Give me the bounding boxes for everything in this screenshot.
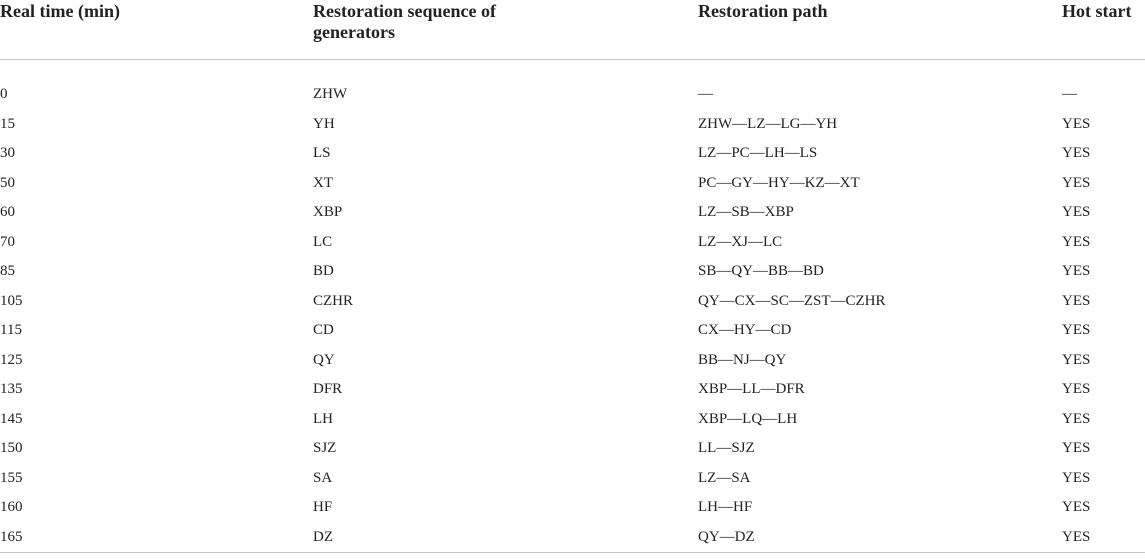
cell-real-time: 135: [0, 381, 23, 398]
cell-real-time: 15: [0, 115, 15, 132]
cell-hot-start: YES: [1062, 469, 1091, 486]
cell-hot-start: YES: [1062, 233, 1091, 250]
cell-restoration-path: CX—HY—CD: [698, 322, 792, 339]
cell-hot-start: YES: [1062, 523, 1145, 553]
cell-hot-start: YES: [1062, 381, 1091, 398]
cell-generator: CZHR: [313, 292, 354, 309]
table-header: [0, 0, 1145, 60]
cell-restoration-path: XBP—LL—DFR: [698, 381, 805, 398]
table-row: [0, 375, 1145, 405]
table-row: [0, 434, 1145, 464]
cell-real-time: 115: [0, 322, 22, 339]
cell-generator: DFR: [313, 381, 343, 398]
table-row: [0, 139, 1145, 169]
cell-hot-start: YES: [1062, 499, 1091, 516]
cell-restoration-path: —: [698, 86, 713, 103]
cell-hot-start: YES: [1062, 145, 1091, 162]
cell-restoration-path: QY—DZ: [698, 523, 1062, 553]
cell-hot-start: YES: [1062, 351, 1091, 368]
table-row: [0, 346, 1145, 376]
cell-real-time: 160: [0, 499, 23, 516]
cell-generator: HF: [313, 499, 333, 516]
cell-restoration-path: PC—GY—HY—KZ—XT: [698, 174, 860, 191]
cell-real-time: 85: [0, 263, 15, 280]
header-restoration-sequence: Restoration sequence of generators: [313, 0, 698, 60]
cell-hot-start: YES: [1062, 174, 1091, 191]
cell-generator: XT: [313, 174, 333, 191]
table-row: [0, 198, 1145, 228]
cell-real-time: 145: [0, 410, 23, 427]
cell-generator: LH: [313, 410, 333, 427]
table-row: [0, 169, 1145, 199]
cell-real-time: 60: [0, 204, 15, 221]
cell-generator: DZ: [313, 523, 698, 553]
cell-hot-start: YES: [1062, 440, 1091, 457]
table-row: [0, 110, 1145, 140]
cell-generator: LS: [313, 145, 331, 162]
cell-hot-start: YES: [1062, 204, 1091, 221]
table-row: [0, 257, 1145, 287]
cell-hot-start: YES: [1062, 322, 1091, 339]
cell-real-time: 155: [0, 469, 23, 486]
cell-real-time: 105: [0, 292, 23, 309]
cell-restoration-path: LZ—SA: [698, 469, 751, 486]
cell-real-time: 30: [0, 145, 15, 162]
cell-real-time: 165: [0, 523, 313, 553]
cell-restoration-path: LZ—XJ—LC: [698, 233, 783, 250]
cell-restoration-path: QY—CX—SC—ZST—CZHR: [698, 292, 886, 309]
cell-hot-start: —: [1062, 86, 1077, 103]
header-row: [0, 0, 1145, 60]
table-row: [0, 405, 1145, 435]
cell-real-time: 50: [0, 174, 15, 191]
cell-restoration-path: XBP—LQ—LH: [698, 410, 798, 427]
table-row: [0, 523, 1145, 553]
cell-hot-start: YES: [1062, 410, 1091, 427]
cell-hot-start: YES: [1062, 115, 1091, 132]
cell-generator: SA: [313, 469, 333, 486]
cell-restoration-path: LZ—SB—XBP: [698, 204, 794, 221]
cell-real-time: 125: [0, 351, 23, 368]
cell-hot-start: YES: [1062, 292, 1091, 309]
table-row: [0, 464, 1145, 494]
cell-generator: XBP: [313, 204, 343, 221]
cell-restoration-path: LZ—PC—LH—LS: [698, 145, 818, 162]
table-row: [0, 287, 1145, 317]
cell-hot-start: YES: [1062, 263, 1091, 280]
header-real-time: Real time (min): [0, 0, 313, 60]
table-body: [0, 60, 1145, 553]
table-row: [0, 493, 1145, 523]
cell-generator: CD: [313, 322, 334, 339]
table-row: [0, 228, 1145, 258]
cell-restoration-path: LL—SJZ: [698, 440, 755, 457]
cell-restoration-path: BB—NJ—QY: [698, 351, 787, 368]
cell-generator: ZHW: [313, 86, 348, 103]
cell-generator: BD: [313, 263, 334, 280]
cell-real-time: 70: [0, 233, 15, 250]
cell-restoration-path: ZHW—LZ—LG—YH: [698, 115, 838, 132]
cell-real-time: 150: [0, 440, 23, 457]
cell-real-time: 0: [0, 86, 8, 103]
cell-generator: LC: [313, 233, 333, 250]
cell-generator: SJZ: [313, 440, 337, 457]
table-row: [0, 60, 1145, 110]
cell-generator: QY: [313, 351, 335, 368]
table-row: [0, 316, 1145, 346]
cell-restoration-path: SB—QY—BB—BD: [698, 263, 824, 280]
header-hot-start: Hot start: [1062, 0, 1145, 60]
cell-generator: YH: [313, 115, 335, 132]
cell-restoration-path: LH—HF: [698, 499, 753, 516]
header-restoration-path: Restoration path: [698, 0, 1062, 60]
